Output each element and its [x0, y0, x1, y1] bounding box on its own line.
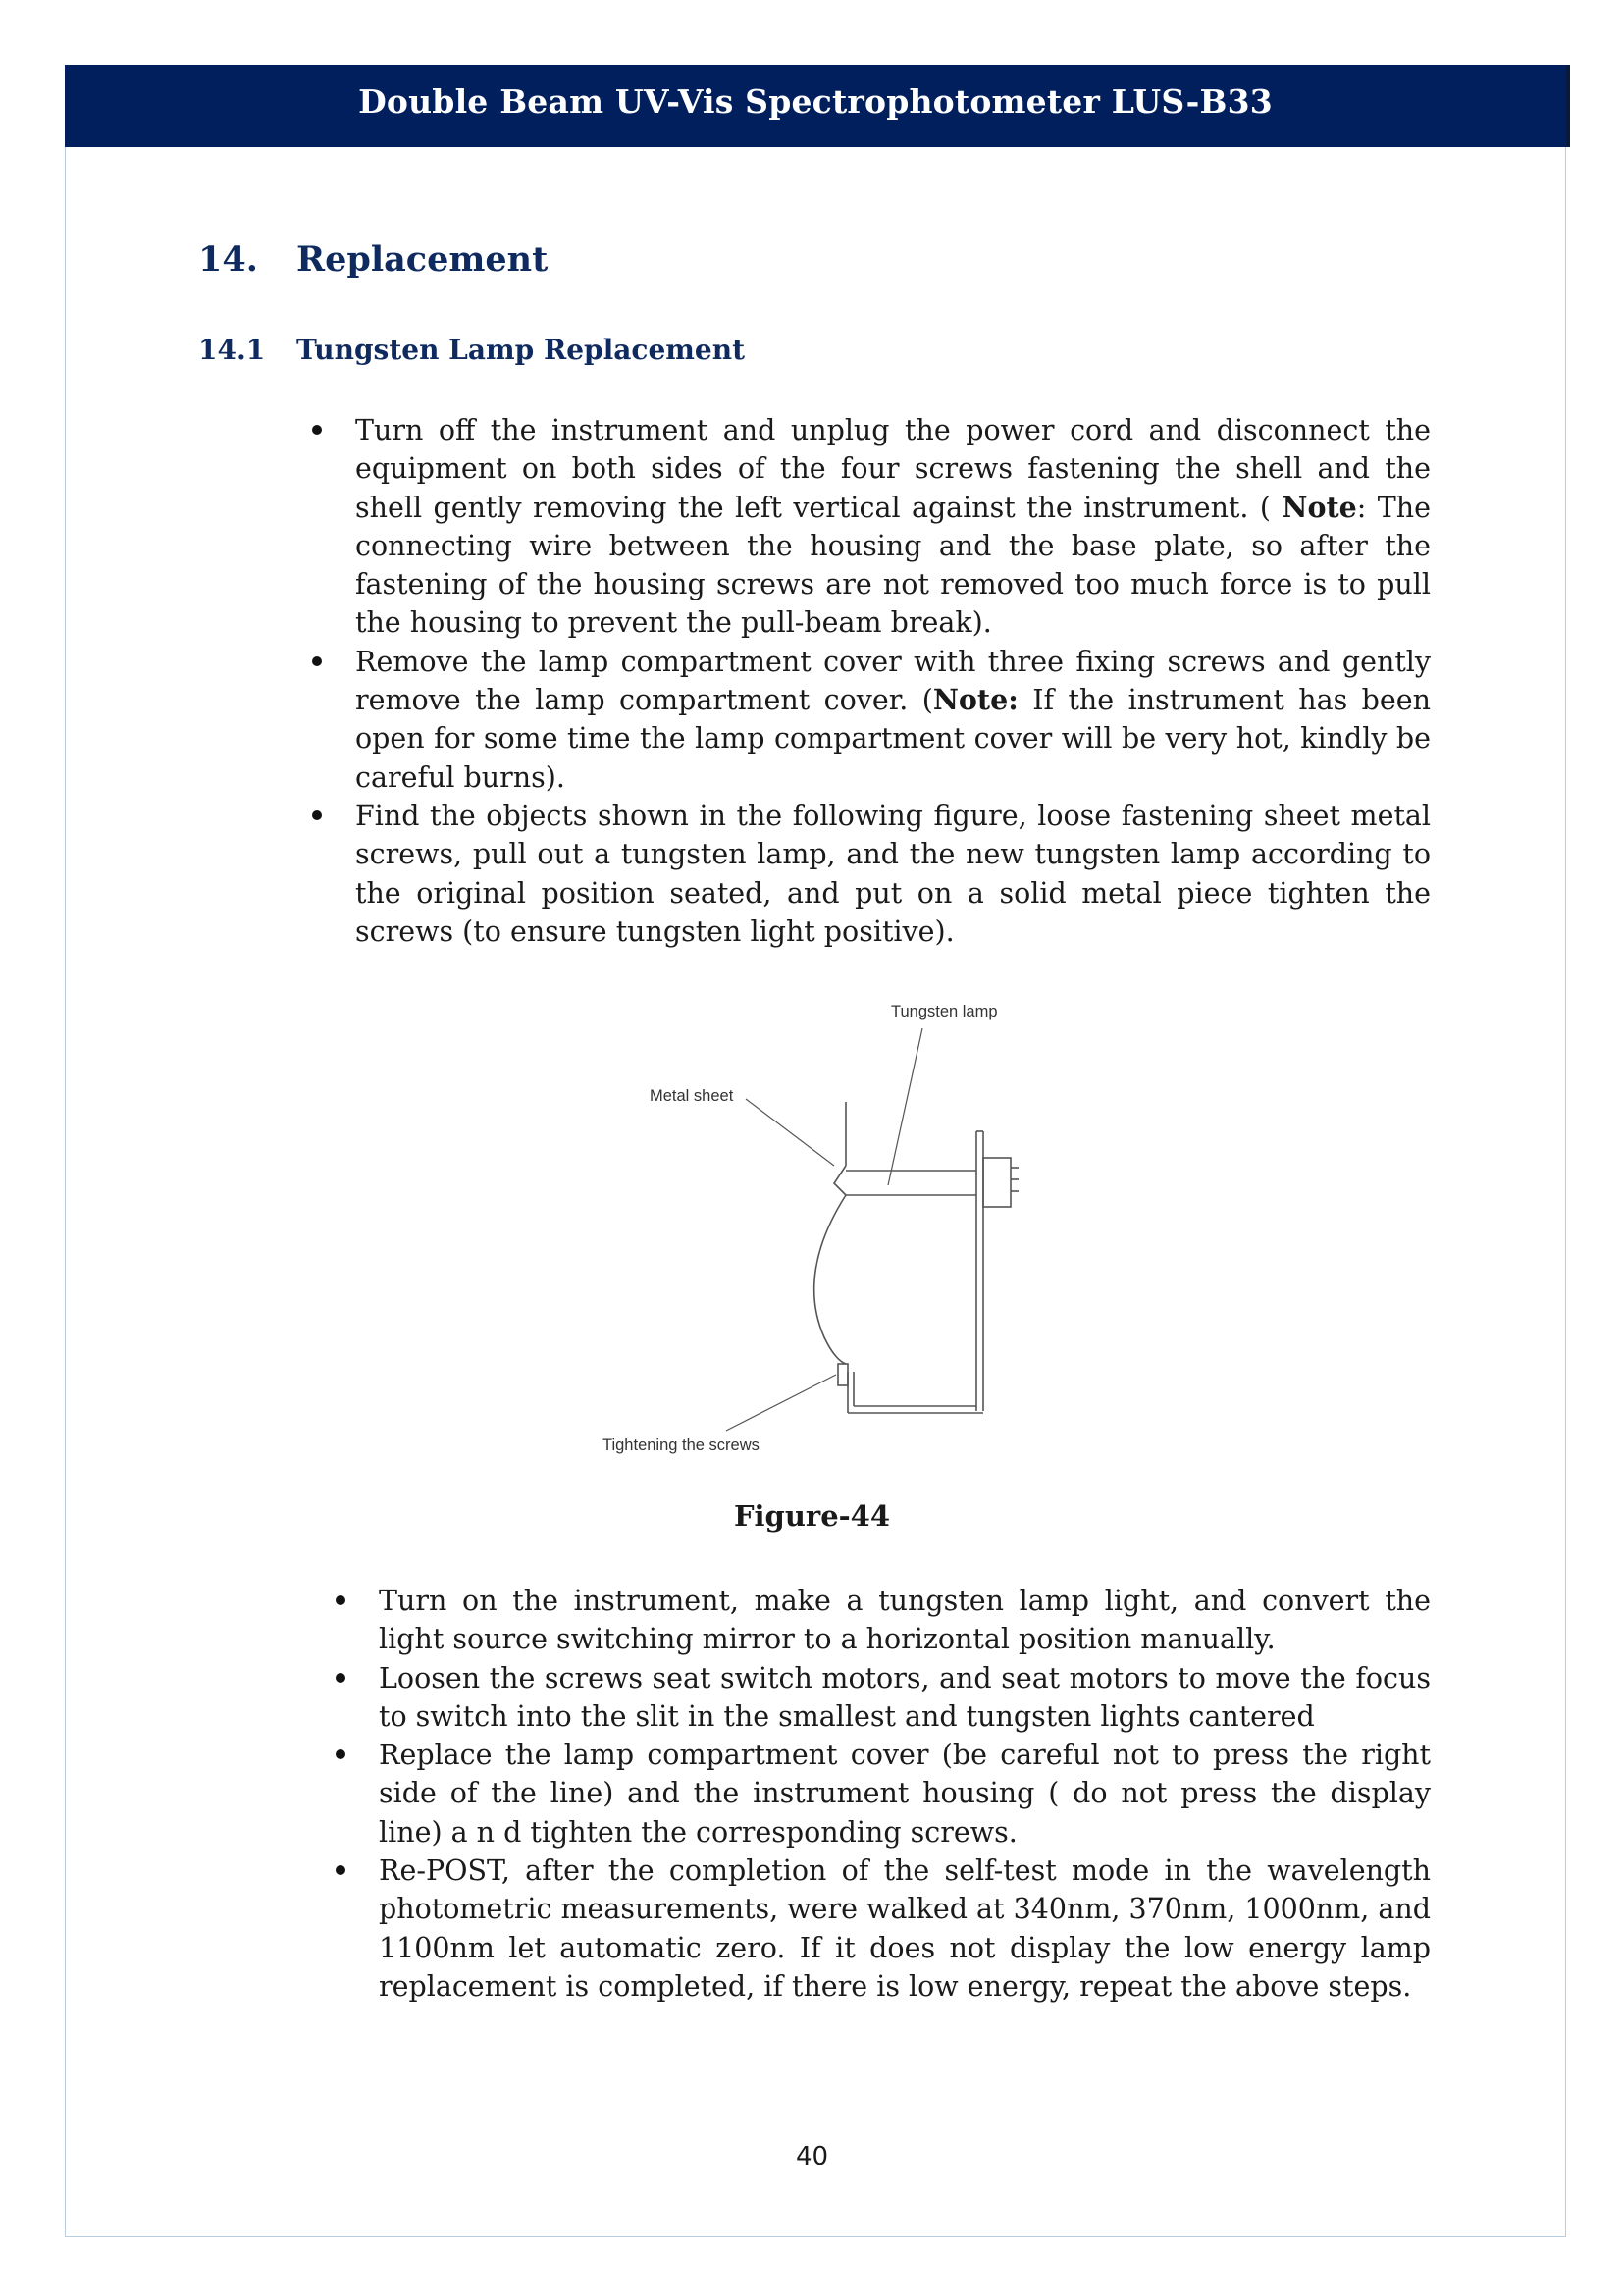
instructions-list-bottom [379, 1582, 1431, 2006]
list-item: Loosen the screws seat switch motors, and seat motors to move the focus to switch into the slit in the smallest and tungsten lights cantered [379, 1659, 1431, 1737]
list-item: Find the objects shown in the following figure, loose fastening sheet metal screws, pull out a tungsten lamp, and the new tungsten lamp according to the original position seated, and put on a solid metal piece tighten the screws (to ensure tungsten light positive). [355, 797, 1431, 951]
label-tungsten-lamp: Tungsten lamp [891, 1003, 998, 1020]
bullet-icon [336, 1673, 345, 1683]
bullet-icon [312, 425, 322, 435]
section-number: 14. [198, 239, 258, 280]
header-bar [65, 65, 1570, 147]
list-item: Remove the lamp compartment cover with three fixing screws and gently remove the lamp compartment cover. (Note: If the instrument has been open for some time the lamp compartment cover will be very hot, kindly be careful burns). [355, 643, 1431, 797]
section-heading [198, 239, 548, 280]
section-title: Replacement [296, 239, 549, 280]
page-number: 40 [795, 2142, 829, 2171]
bullet-icon [312, 656, 322, 666]
instructions-list-top [355, 411, 1431, 951]
label-tightening-screws: Tightening the screws [602, 1436, 760, 1454]
lamp-diagram [589, 999, 1099, 1465]
subsection-title: Tungsten Lamp Replacement [296, 334, 745, 366]
list-item: Replace the lamp compartment cover (be careful not to press the right side of the line) and the instrument housing ( do not press the display line) a n d tighten the corresponding screws. [379, 1736, 1431, 1852]
bullet-icon [336, 1595, 345, 1605]
label-metal-sheet: Metal sheet [650, 1087, 734, 1105]
subsection-number: 14.1 [198, 334, 266, 366]
header-title: Double Beam UV-Vis Spectrophotometer LUS-B33 [358, 82, 1273, 121]
subsection-heading [198, 334, 745, 366]
bullet-icon [312, 810, 322, 820]
figure-caption: Figure-44 [733, 1499, 891, 1533]
list-item: Turn on the instrument, make a tungsten lamp light, and convert the light source switching mirror to a horizontal position manually. [379, 1582, 1431, 1659]
list-item: Re-POST, after the completion of the self-test mode in the wavelength photometric measurements, were walked at 340nm, 370nm, 1000nm, and 1100nm let automatic zero. If it does not display the low energy lamp replacement is completed, if there is low energy, repeat the above steps. [379, 1852, 1431, 2006]
list-item: Turn off the instrument and unplug the power cord and disconnect the equipment on both sides of the four screws fastening the shell and the shell gently removing the left vertical against the instrument. ( Note: The connecting wire between the housing and the base plate, so after the fastening of the housing screws are not removed too much force is to pull the housing to prevent the pull-beam break). [355, 411, 1431, 643]
